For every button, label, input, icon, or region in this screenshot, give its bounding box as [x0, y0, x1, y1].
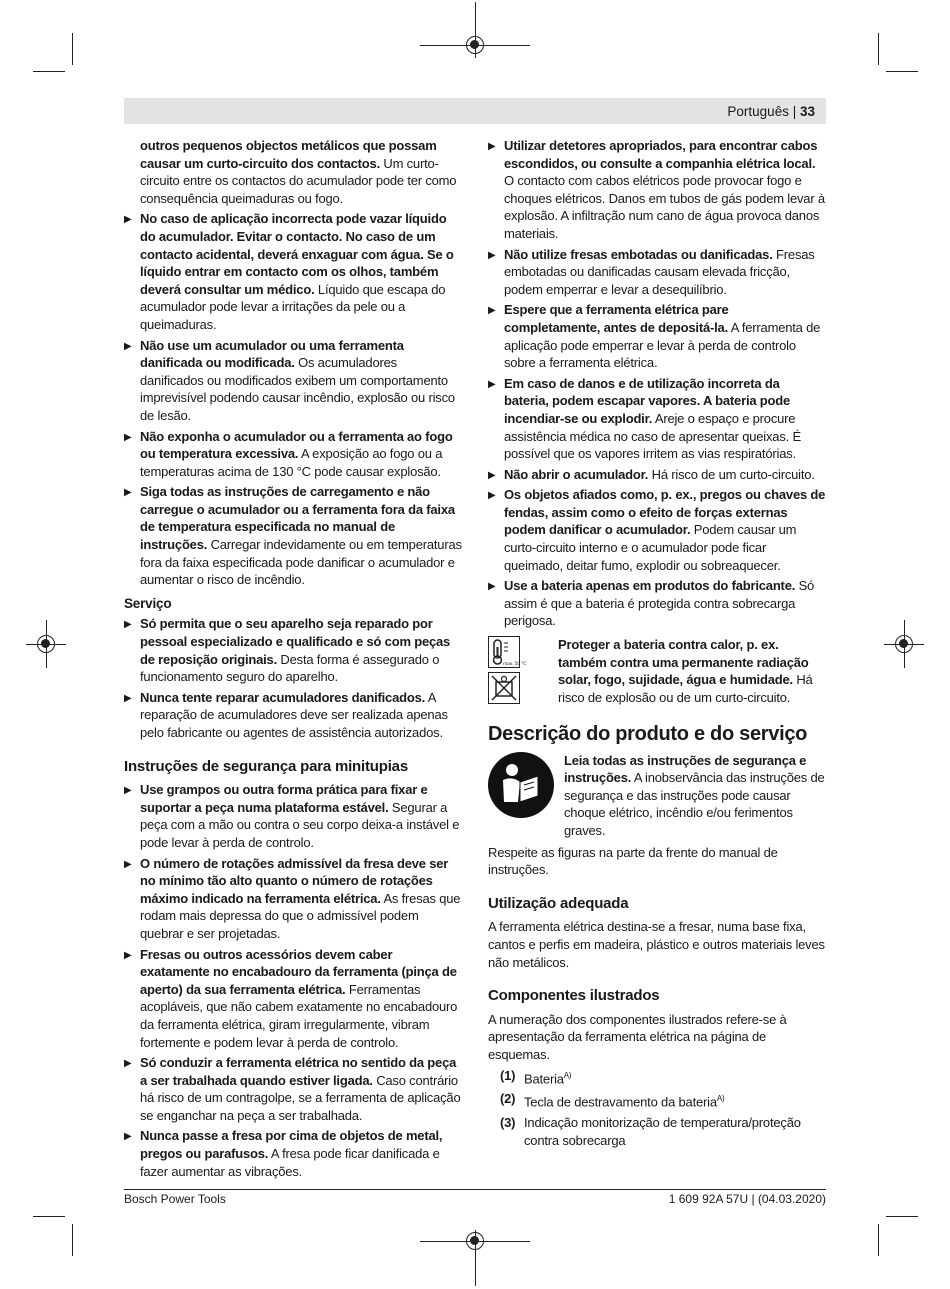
crop-mark [878, 1224, 879, 1256]
bullet-arrow-icon: ▶ [488, 249, 496, 261]
intended-use-text: A ferramenta elétrica destina-se a fresar, numa base fixa, cantos e perfis em madeira, plástico e outros materiais leves não metálicos. [488, 919, 825, 970]
component-item: (1) Bateria$^{A)}$ [500, 1067, 572, 1086]
bullet-arrow-icon: ▶ [124, 785, 132, 797]
page-header: Português | 33 [727, 104, 815, 119]
list-item: ▶ Use grampos ou outra forma prática para fixar e suportar a peça numa plataforma estável. Segurar a peça com a mão ou contra o seu corpo deixa-a instável e pode levar à perda de controlo. [124, 782, 460, 850]
bullet-arrow-icon: ▶ [124, 431, 132, 443]
bullet-arrow-icon: ▶ [124, 1058, 132, 1070]
bullet-arrow-icon: ▶ [124, 858, 132, 870]
components-text: A numeração dos componentes ilustrados refere-se à apresentação da ferramenta elétrica na página de esquemas. [488, 1011, 787, 1062]
crop-mark [33, 71, 65, 72]
list-item: ▶ No caso de aplicação incorrecta pode vazar líquido do acumulador. Evitar o contacto. No caso de um contacto acidental, deverá enxaguar com água. Se o líquido entrar em contacto com os olhos, também deverá consultar um médico. Líquido que escapa do acumulador pode levar a irritações da pele ou a queimaduras. [124, 211, 454, 332]
component-item: (2) Tecla de destravamento da bateria$^{A)}$ [500, 1091, 725, 1110]
bullet-arrow-icon: ▶ [488, 581, 496, 593]
list-item: ▶ Não exponha o acumulador ou a ferramenta ao fogo ou temperatura excessiva. A exposição ao fogo ou a temperaturas acima de 130 °C pode causar explosão. [124, 428, 453, 479]
components-heading: Componentes ilustrados [488, 987, 660, 1005]
list-item: ▶ O número de rotações admissível da fresa deve ser no mínimo tão alto quanto o número de rotações máximo indicado na ferramenta elétrica. As fresas que rodam mais depressa do que o admissível podem quebrar e ser projetadas. [124, 855, 461, 941]
list-item: ▶ Utilizar detetores apropriados, para encontrar cabos escondidos, ou consulte a companhia elétrica local. O contacto com cabos elétricos pode provocar fogo e choques elétricos. Danos em tubos de gás podem levar à explosão. A infiltração num cano de água provoca danos materiais. [488, 138, 825, 241]
left-column [124, 137, 462, 1183]
router-safety-heading: Instruções de segurança para minitupias [124, 757, 408, 775]
list-item: ▶ Não abrir o acumulador. Há risco de um curto-circuito. [488, 466, 826, 484]
crop-mark [878, 33, 879, 65]
footer-divider [124, 1189, 826, 1190]
list-item: ▶ Só conduzir a ferramenta elétrica no sentido da peça a ser trabalhada quando estiver ligada. Caso contrário há risco de um contragolpe, se a ferramenta de aplicação se enganchar na peça a ser trabalhada. [124, 1055, 461, 1123]
bullet-arrow-icon: ▶ [488, 469, 496, 481]
heat-warning-text: Proteger a bateria contra calor, p. ex. também contra uma permanente radiação solar, fogo, sujidade, água e humidade. Há risco de explosão ou de um curto-circuito. [558, 637, 813, 705]
bullet-arrow-icon: ▶ [488, 305, 496, 317]
max-temperature-label: max. 50 °C [503, 662, 527, 668]
read-instructions-block [488, 752, 826, 840]
read-instructions-text: Leia todas as instruções de segurança e instruções. A inobservância das instruções de segurança e das instruções pode causar choque elétrico, incêndio e/ou ferimentos graves. [564, 752, 825, 838]
right-column [488, 137, 826, 1153]
heat-warning [488, 636, 826, 708]
bullet-arrow-icon: ▶ [124, 949, 132, 961]
intro-paragraph: outros pequenos objectos metálicos que possam causar um curto-circuito dos contactos. Um curto-circuito entre os contactos do acumulador pode ter como consequência queimaduras ou fogo. [140, 138, 457, 206]
list-item: ▶ Fresas ou outros acessórios devem caber exatamente no encabadouro da ferramenta (pinça de aperto) da sua ferramenta elétrica. Ferramentas acopláveis, que não cabem exatamente no encabadouro da ferramenta elétrica, giram irregularmente, vibram fortemente e podem levar à perda de controlo. [124, 946, 458, 1050]
list-item: ▶ Espere que a ferramenta elétrica pare completamente, antes de depositá-la. A ferramenta de aplicação pode emperrar e levar à perda de controlo sobre a ferramenta elétrica. [488, 302, 821, 371]
footer-doc-number: 1 609 92A 57U | (04.03.2020) [668, 1192, 826, 1206]
list-item: ▶ Em caso de danos e de utilização incorreta da bateria, podem escapar vapores. A bateria pode incendiar-se ou explodir. Areje o espaço e procure assistência médica no caso de apresentar queixas. É possível que os vapores irritem as vias respiratórias. [488, 375, 801, 462]
page-number: 33 [799, 104, 815, 119]
list-item: ▶ Nunca tente reparar acumuladores danificados. A reparação de acumuladores deve ser realizada apenas pelo fabricante ou agentes de assistência autorizados. [124, 689, 448, 740]
intended-use-heading: Utilização adequada [488, 894, 629, 912]
crop-mark [72, 33, 73, 65]
list-item: ▶ Nunca passe a fresa por cima de objetos de metal, pregos ou parafusos. A fresa pode ficar danificada e fazer aumentar as vibrações. [124, 1128, 443, 1179]
bullet-arrow-icon: ▶ [488, 490, 496, 502]
header-bar [124, 98, 826, 124]
read-manual-icon [488, 752, 554, 818]
crop-mark [33, 1216, 65, 1217]
crop-mark [72, 1224, 73, 1256]
list-item: ▶ Não use um acumulador ou uma ferramenta danificada ou modificada. Os acumuladores danificados ou modificados exibem um comportamento imprevisível podendo causar incêndio, explosão ou risco de lesão. [124, 337, 455, 423]
bullet-arrow-icon: ▶ [124, 619, 132, 631]
crop-mark [886, 71, 918, 72]
no-heat-icon [488, 672, 520, 704]
list-item: ▶ Os objetos afiados como, p. ex., pregos ou chaves de fendas, assim como o efeito de forças externas podem danificar o acumulador. Podem causar um curto-circuito interno e o acumulador pode ficar queimado, deitar fumo, explodir ou sobreaquecer. [488, 487, 826, 573]
bullet-arrow-icon: ▶ [124, 340, 132, 352]
figures-note: Respeite as figuras na parte da frente do manual de instruções. [488, 844, 778, 878]
product-description-heading: Descrição do produto e do serviço [488, 723, 808, 746]
bullet-arrow-icon: ▶ [124, 1131, 132, 1143]
list-item: ▶ Só permita que o seu aparelho seja reparado por pessoal especializado e qualificado e só com peças de reposição originais. Desta forma é assegurado o funcionamento seguro do aparelho. [124, 616, 451, 685]
crop-mark [886, 1216, 918, 1217]
bullet-arrow-icon: ▶ [488, 141, 496, 152]
thermometer-icon [488, 636, 527, 668]
header-language: Português [727, 104, 789, 119]
bullet-arrow-icon: ▶ [124, 487, 132, 499]
bullet-arrow-icon: ▶ [488, 378, 496, 390]
bullet-arrow-icon: ▶ [124, 214, 132, 226]
component-item: (3) Indicação monitorização de temperatura/proteção contra sobrecarga [500, 1115, 801, 1148]
bullet-arrow-icon: ▶ [124, 692, 132, 704]
list-item: ▶ Não utilize fresas embotadas ou danificadas. Fresas embotadas ou danificadas causam elevada fricção, podem emperrar e levar a desequilíbrio. [488, 246, 815, 297]
list-item: ▶ Siga todas as instruções de carregamento e não carregue o acumulador ou a ferramenta fora da faixa de temperatura especificada no manual de instruções. Carregar indevidamente ou em temperaturas fora da faixa especificada pode danificar o acumulador e aumentar o risco de incêndio. [124, 484, 462, 588]
service-heading: Serviço [124, 595, 172, 611]
list-item: ▶ Use a bateria apenas em produtos do fabricante. Só assim é que a bateria é protegida contra sobrecarga perigosa. [488, 578, 815, 629]
footer-brand: Bosch Power Tools [124, 1192, 226, 1206]
